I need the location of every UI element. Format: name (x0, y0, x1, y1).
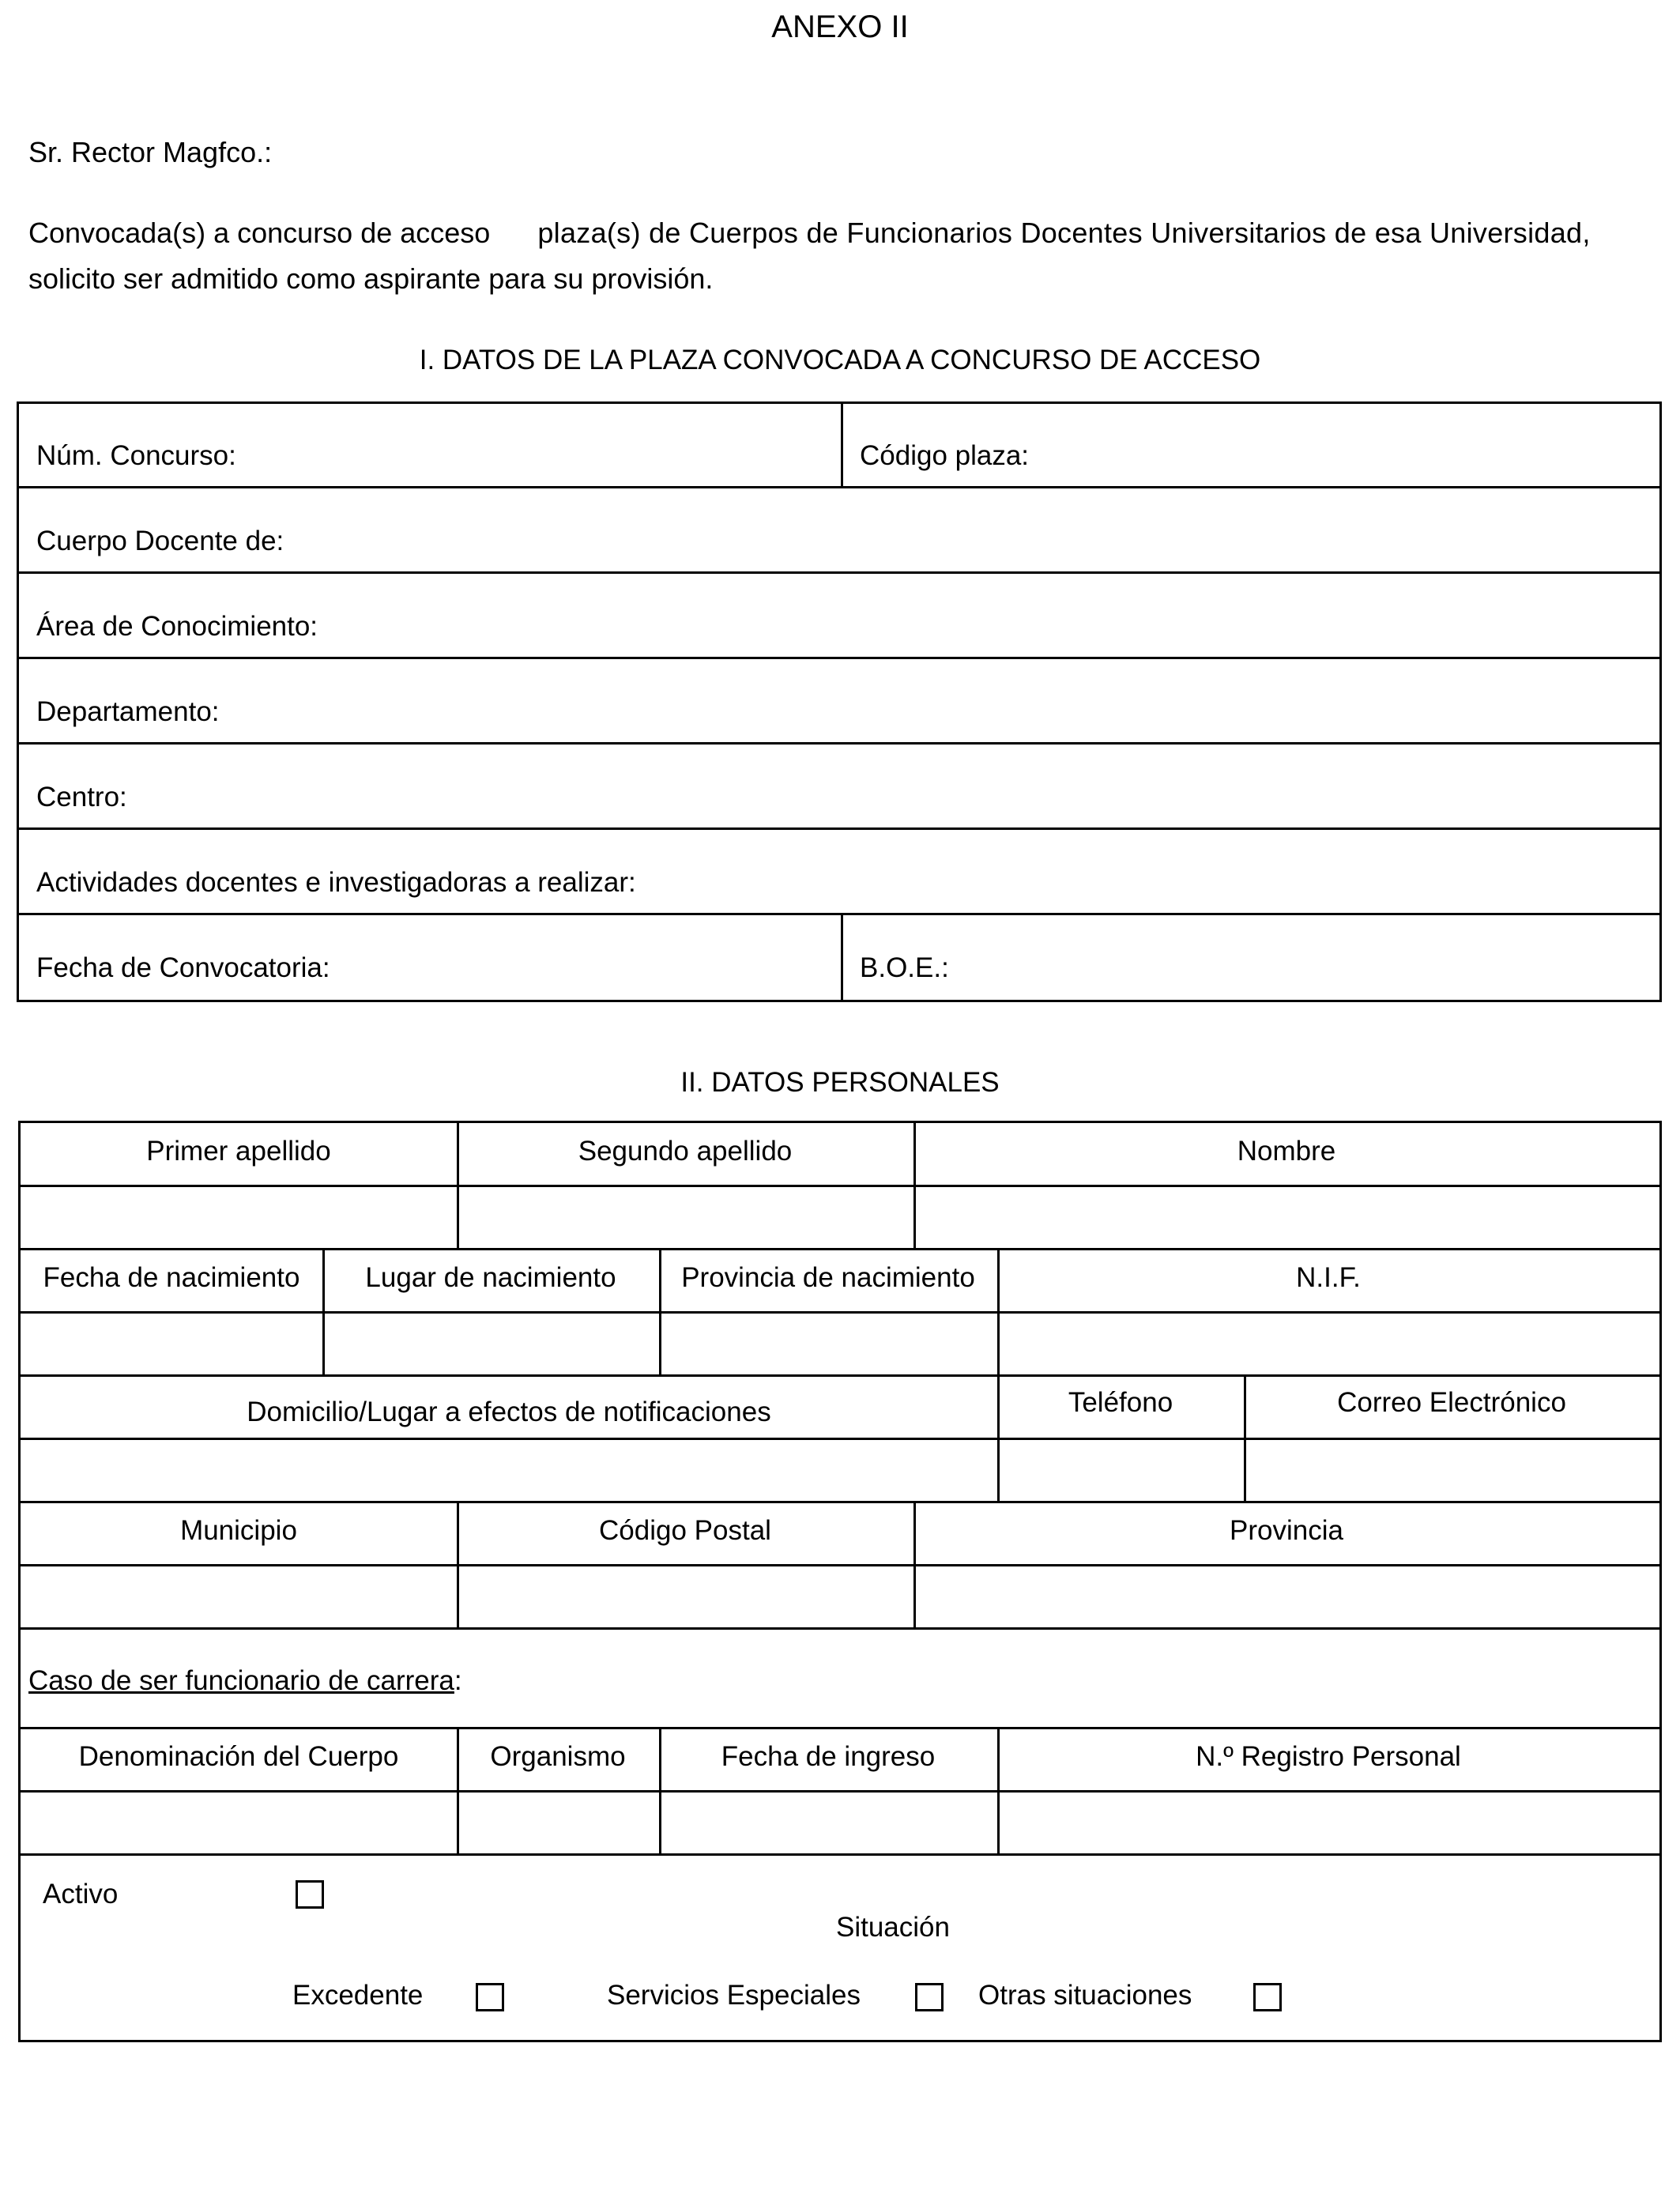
municipio-input[interactable] (24, 1567, 455, 1626)
nombre-input[interactable] (917, 1188, 1656, 1246)
domicilio-input[interactable] (24, 1441, 996, 1499)
divider (21, 1374, 1659, 1377)
provincia-header: Provincia (1230, 1515, 1343, 1546)
lugar-nacimiento-input[interactable] (326, 1314, 657, 1373)
registro-header: N.º Registro Personal (1196, 1741, 1461, 1772)
caso-funcionario-label (28, 1665, 462, 1697)
page-title: ANEXO II (771, 9, 909, 44)
caso-funcionario-text: Caso de ser funcionario de carrera (28, 1665, 454, 1696)
divider (21, 1185, 1659, 1187)
fecha-nacimiento-input[interactable] (24, 1314, 321, 1373)
municipio-header: Municipio (180, 1515, 297, 1546)
provincia-input[interactable] (917, 1567, 1656, 1626)
divider (21, 1311, 1659, 1314)
otras-situaciones-label: Otras situaciones (978, 1980, 1192, 2011)
activo-checkbox[interactable] (296, 1880, 324, 1909)
domicilio-header: Domicilio/Lugar a efectos de notificaciones (247, 1397, 771, 1427)
divider (19, 486, 1659, 488)
denominacion-input[interactable] (24, 1793, 455, 1852)
excedente-label: Excedente (292, 1980, 424, 2011)
section-1-heading: I. DATOS DE LA PLAZA CONVOCADA A CONCURSO DE ACCESO (419, 345, 1261, 375)
intro-line-1-part-1: Convocada(s) a concurso de acceso (28, 217, 491, 249)
divider (21, 1627, 1659, 1630)
telefono-input[interactable] (1000, 1441, 1242, 1499)
section-2-table (18, 1121, 1662, 2042)
actividades-field[interactable]: Actividades docentes e investigadoras a realizar: (36, 867, 636, 898)
organismo-input[interactable] (460, 1793, 657, 1852)
nif-input[interactable] (1000, 1314, 1656, 1373)
otras-situaciones-checkbox[interactable] (1253, 1983, 1282, 2011)
divider (21, 1501, 1659, 1503)
fecha-nacimiento-header: Fecha de nacimiento (43, 1262, 300, 1293)
provincia-nacimiento-input[interactable] (662, 1314, 996, 1373)
fecha-ingreso-input[interactable] (662, 1793, 996, 1852)
divider (21, 1564, 1659, 1566)
divider (21, 1790, 1659, 1793)
divider (19, 742, 1659, 745)
telefono-header: Teléfono (1068, 1387, 1173, 1418)
situacion-label: Situación (836, 1912, 950, 1943)
area-conocimiento-field[interactable]: Área de Conocimiento: (36, 611, 318, 642)
section-2-heading: II. DATOS PERSONALES (680, 1067, 1000, 1098)
num-concurso-field[interactable]: Núm. Concurso: (36, 440, 236, 471)
divider (19, 571, 1659, 574)
intro-line-1 (28, 210, 1653, 256)
departamento-field[interactable]: Departamento: (36, 696, 220, 727)
fecha-convocatoria-field[interactable]: Fecha de Convocatoria: (36, 952, 330, 983)
divider (841, 404, 843, 486)
divider (19, 657, 1659, 659)
intro-line-1-part-2: plaza(s) de Cuerpos de Funcionarios Docentes Universitarios de esa Universidad, (537, 217, 1591, 249)
nif-header: N.I.F. (1296, 1262, 1361, 1293)
caso-colon: : (454, 1665, 462, 1696)
correo-input[interactable] (1247, 1441, 1656, 1499)
organismo-header: Organismo (490, 1741, 626, 1772)
divider (19, 913, 1659, 915)
codigo-plaza-field[interactable]: Código plaza: (860, 440, 1030, 471)
servicios-especiales-label: Servicios Especiales (607, 1980, 861, 2011)
section-1-table (17, 401, 1662, 1002)
cuerpo-docente-field[interactable]: Cuerpo Docente de: (36, 526, 284, 556)
primer-apellido-header: Primer apellido (146, 1136, 331, 1167)
divider (841, 913, 843, 1002)
codigo-postal-header: Código Postal (599, 1515, 771, 1546)
divider (21, 1438, 1659, 1440)
servicios-especiales-checkbox[interactable] (915, 1983, 944, 2011)
registro-input[interactable] (1000, 1793, 1656, 1852)
intro-line-2: solicito ser admitido como aspirante para su provisión. (28, 262, 714, 295)
excedente-checkbox[interactable] (476, 1983, 504, 2011)
divider (21, 1727, 1659, 1729)
denominacion-header: Denominación del Cuerpo (78, 1741, 399, 1772)
divider (19, 827, 1659, 830)
divider (21, 1853, 1659, 1856)
activo-label: Activo (43, 1879, 119, 1909)
provincia-nacimiento-header: Provincia de nacimiento (681, 1262, 975, 1293)
primer-apellido-input[interactable] (24, 1188, 455, 1246)
segundo-apellido-input[interactable] (460, 1188, 912, 1246)
correo-header: Correo Electrónico (1337, 1387, 1566, 1418)
divider (21, 1248, 1659, 1250)
boe-field[interactable]: B.O.E.: (860, 952, 949, 983)
salutation: Sr. Rector Magfco.: (28, 136, 273, 168)
nombre-header: Nombre (1237, 1136, 1336, 1167)
fecha-ingreso-header: Fecha de ingreso (721, 1741, 936, 1772)
lugar-nacimiento-header: Lugar de nacimiento (365, 1262, 616, 1293)
codigo-postal-input[interactable] (460, 1567, 912, 1626)
segundo-apellido-header: Segundo apellido (578, 1136, 793, 1167)
centro-field[interactable]: Centro: (36, 782, 127, 812)
